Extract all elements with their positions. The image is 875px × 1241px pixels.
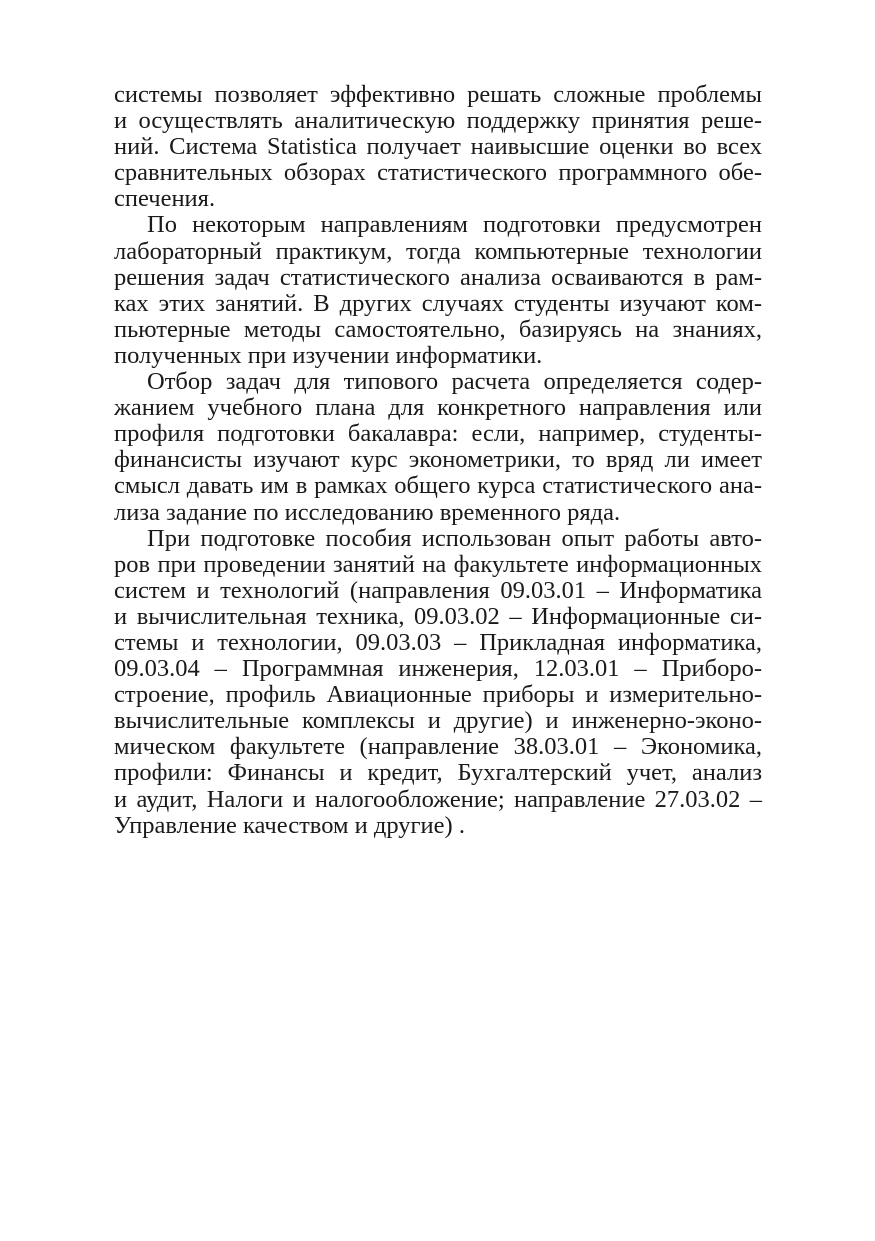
text-line: мическом факультете (направление 38.03.01 – Экономика,	[114, 733, 762, 761]
text-line: Управление качеством и другие) .	[114, 811, 465, 839]
text-line: смысл давать им в рамках общего курса статистического ана-	[114, 472, 762, 500]
text-line: строение, профиль Авиационные приборы и измерительно-	[114, 681, 762, 709]
text-line: стемы и технологии, 09.03.03 – Прикладная информатика,	[114, 628, 762, 656]
text-line: финансисты изучают курс эконометрики, то вряд ли имеет	[114, 446, 762, 474]
paragraph-2	[114, 212, 762, 369]
text-line: сравнительных обзорах статистического программного обе-	[114, 159, 762, 187]
text-line: жанием учебного плана для конкретного направления или	[114, 394, 762, 422]
text-line: системы позволяет эффективно решать сложные проблемы	[114, 81, 762, 108]
text-line: При подготовке пособия использован опыт работы авто-	[147, 524, 762, 552]
text-line: профили: Финансы и кредит, Бухгалтерский учет, анализ	[114, 759, 762, 787]
text-line: и осуществлять аналитическую поддержку принятия реше-	[114, 107, 762, 135]
text-line: лабораторный практикум, тогда компьютерные технологии	[114, 237, 762, 265]
text-line: и аудит, Налоги и налогообложение; направление 27.03.02 –	[114, 785, 762, 813]
text-line: По некоторым направлениям подготовки предусмотрен	[147, 211, 762, 239]
text-line: систем и технологий (направления 09.03.01 – Информатика	[114, 576, 762, 604]
text-line: ках этих занятий. В других случаях студенты изучают ком-	[114, 289, 762, 317]
text-line: и вычислительная техника, 09.03.02 – Информационные си-	[114, 602, 762, 630]
text-line: профиля подготовки бакалавра: если, например, студенты-	[114, 420, 762, 448]
text-line: ров при проведении занятий на факультете информационных	[114, 550, 762, 578]
text-line: спечения.	[114, 185, 216, 213]
text-line: решения задач статистического анализа осваиваются в рам-	[114, 263, 762, 291]
paragraph-4	[114, 526, 762, 839]
text-line: ний. Система Statistica получает наивысшие оценки во всех	[114, 133, 762, 161]
text-line: 09.03.04 – Программная инженерия, 12.03.01 – Приборо-	[114, 655, 762, 683]
text-line: Отбор задач для типового расчета определяется содер-	[147, 368, 762, 396]
text-line: пьютерные методы самостоятельно, базируясь на знаниях,	[114, 315, 762, 343]
text-line: лиза задание по исследованию временного ряда.	[114, 498, 621, 526]
text-line: полученных при изучении информатики.	[114, 341, 543, 369]
paragraph-3	[114, 369, 762, 526]
text-line: вычислительные комплексы и другие) и инженерно-эконо-	[114, 707, 762, 735]
paragraph-1	[114, 82, 762, 212]
document-page	[114, 82, 762, 839]
